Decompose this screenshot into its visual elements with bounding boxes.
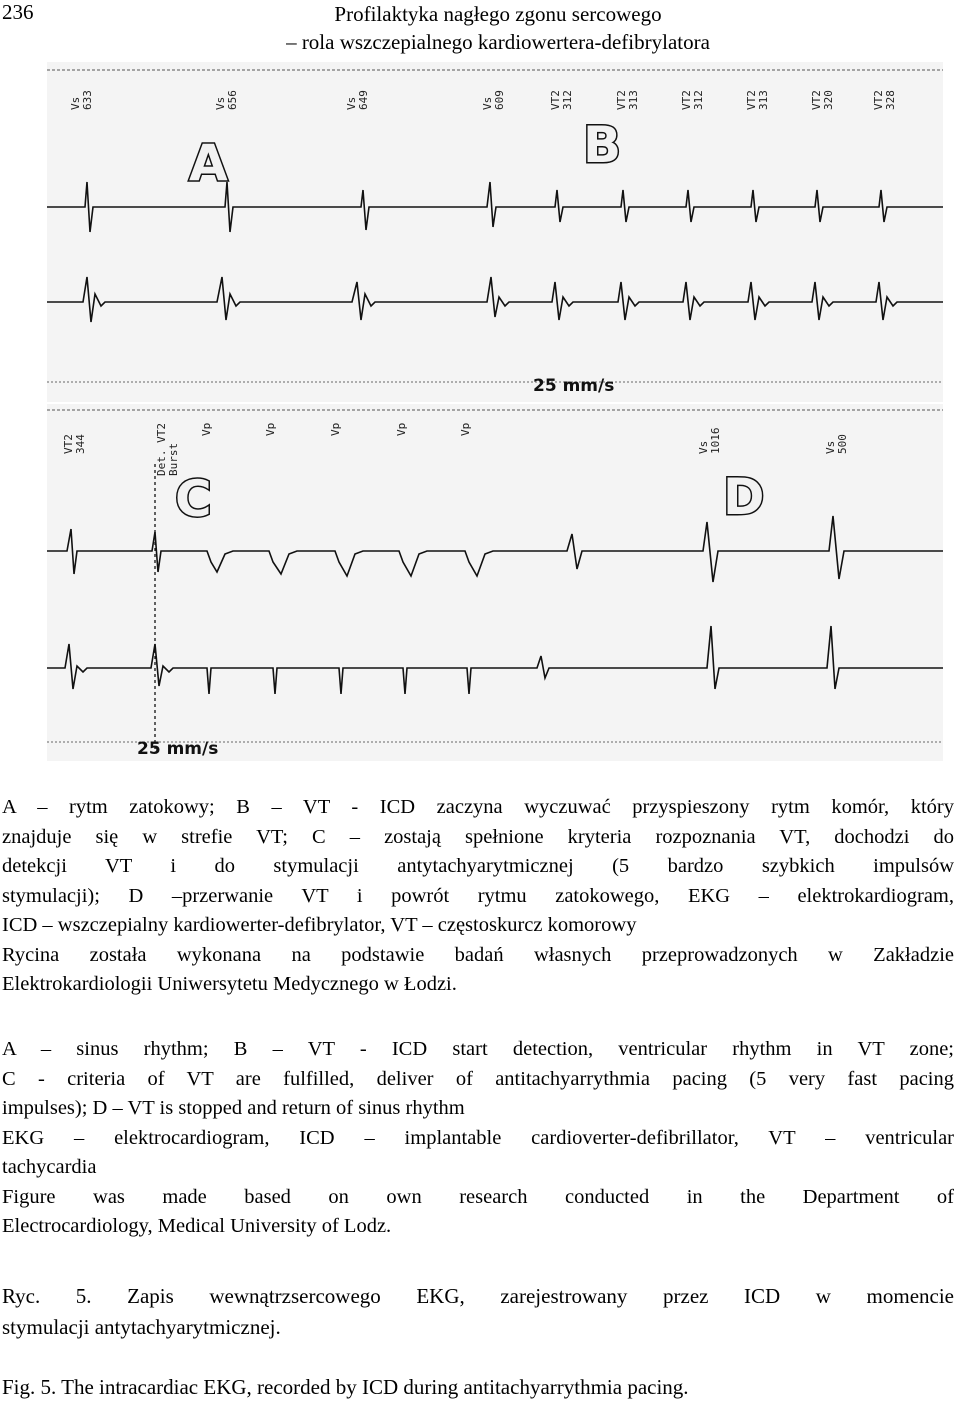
caption-pl-line: detekcji VT i do stymulacji antytachyarytmicznej (5 bardzo szybkich impulsów bbox=[2, 855, 954, 877]
speed-label: 25 mm/s bbox=[533, 376, 615, 396]
marker-type: Vs bbox=[481, 96, 494, 110]
marker-type: Vp bbox=[459, 422, 472, 436]
figure-caption-pl-line: stymulacji antytachyarytmicznej. bbox=[2, 1315, 281, 1339]
marker-vt2-2 bbox=[615, 90, 640, 110]
marker-vs-500 bbox=[824, 434, 849, 454]
segment-label-d: D bbox=[723, 468, 767, 526]
marker-value: 313 bbox=[627, 90, 640, 110]
figure-caption-english: Fig. 5. The intracardiac EKG, recorded by ICD during antitachyarrythmia pacing. bbox=[2, 1375, 689, 1399]
marker-type: VT2 bbox=[810, 90, 823, 110]
marker-value: 312 bbox=[692, 90, 705, 110]
marker-value: 1016 bbox=[709, 427, 722, 454]
marker-value: 500 bbox=[836, 434, 849, 454]
marker-value: 656 bbox=[226, 90, 239, 110]
caption-en-line: Figure was made based on own research conducted in the Department of bbox=[2, 1185, 954, 1208]
ekg-figure-cd bbox=[47, 404, 943, 761]
marker-vs-2 bbox=[214, 90, 239, 110]
caption-en-line: A – sinus rhythm; B – VT - ICD start detection, ventricular rhythm in VT zone; bbox=[2, 1038, 954, 1060]
marker-type: Vs bbox=[69, 96, 82, 110]
ekg-panel-ab bbox=[47, 62, 943, 402]
marker-vs-3 bbox=[345, 90, 370, 110]
marker-type: VT2 bbox=[615, 90, 628, 110]
caption-en-line: impulses); D – VT is stopped and return of sinus rhythm bbox=[2, 1097, 465, 1119]
figure-caption-polish bbox=[2, 1281, 954, 1343]
marker-value: 313 bbox=[757, 90, 770, 110]
marker-type: Vp bbox=[264, 422, 277, 436]
marker-value: 320 bbox=[822, 90, 835, 110]
marker-vp-2 bbox=[264, 423, 277, 436]
ekg-trace-1 bbox=[47, 182, 943, 232]
segment-label-a: A bbox=[189, 134, 230, 192]
marker-vt2-1 bbox=[549, 90, 574, 110]
marker-vp-1 bbox=[200, 423, 213, 436]
marker-row bbox=[47, 70, 943, 110]
marker-vt2-5 bbox=[810, 90, 835, 110]
caption-pl-line: Elektrokardiologii Uniwersytetu Medycznego w Łodzi. bbox=[2, 973, 457, 995]
caption-pl-line: ICD – wszczepialny kardiowerter-defibrylator, VT – częstoskurcz komorowy bbox=[2, 914, 637, 936]
ekg-trace-2 bbox=[47, 277, 943, 322]
marker-type: Vp bbox=[200, 422, 213, 436]
marker-type: Vs bbox=[697, 440, 710, 454]
marker-type: Vs bbox=[824, 440, 837, 454]
marker-value: 649 bbox=[357, 90, 370, 110]
marker-type: Vp bbox=[329, 422, 342, 436]
caption-en-line: Electrocardiology, Medical University of Lodz. bbox=[2, 1215, 392, 1237]
marker-detection bbox=[155, 423, 180, 476]
marker-type: Vp bbox=[395, 422, 408, 436]
marker-type: Vs bbox=[345, 96, 358, 110]
marker-value: Burst bbox=[167, 442, 180, 476]
marker-vs-1 bbox=[69, 90, 94, 110]
marker-type: VT2 bbox=[680, 90, 693, 110]
caption-english bbox=[2, 1035, 954, 1242]
marker-vt2-start bbox=[62, 434, 87, 454]
marker-vt2-3 bbox=[680, 90, 705, 110]
ekg-trace-2 bbox=[47, 626, 943, 694]
running-header bbox=[0, 0, 960, 56]
ekg-figure-ab bbox=[47, 62, 943, 402]
header-title-line1: Profilaktyka nagłego zgonu sercowego bbox=[334, 2, 662, 26]
caption-pl-line: stymulacji); D –przerwanie VT i powrót rytmu zatokowego, EKG – elektrokardiogram, bbox=[2, 884, 954, 907]
marker-vs-1016 bbox=[697, 428, 722, 455]
marker-vt2-4 bbox=[745, 90, 770, 110]
marker-vp-3 bbox=[329, 423, 342, 436]
caption-pl-line: znajduje się w strefie VT; C – zostają spełnione kryteria rozpoznania VT, dochodzi do bbox=[2, 825, 954, 848]
caption-en-line: EKG – elektrocardiogram, ICD – implantable cardioverter-defibrillator, VT – ventricular bbox=[2, 1126, 954, 1149]
ekg-panel-cd bbox=[47, 404, 943, 761]
segment-label-b: B bbox=[583, 116, 624, 174]
caption-en-line: C - criteria of VT are fulfilled, deliver of antitachyarrythmia pacing (5 very fast pacing bbox=[2, 1067, 954, 1090]
marker-type: VT2 bbox=[745, 90, 758, 110]
segment-label-c: C bbox=[175, 470, 214, 528]
marker-type: VT2 bbox=[62, 434, 75, 454]
header-title-line2: – rola wszczepialnego kardiowertera-defibrylatora bbox=[286, 30, 710, 54]
caption-pl-line: A – rytm zatokowy; B – VT - ICD zaczyna wyczuwać przyspieszony rytm komór, który bbox=[2, 796, 954, 818]
figure-caption-pl-line: Ryc. 5. Zapis wewnątrzsercowego EKG, zarejestrowany przez ICD w momencie bbox=[2, 1284, 954, 1308]
marker-vp-4 bbox=[395, 423, 408, 436]
speed-label: 25 mm/s bbox=[137, 739, 219, 759]
marker-type: VT2 bbox=[872, 90, 885, 110]
marker-type: VT2 bbox=[549, 90, 562, 110]
marker-vt2-6 bbox=[872, 90, 897, 110]
caption-en-line: tachycardia bbox=[2, 1156, 97, 1178]
marker-vs-4 bbox=[481, 90, 506, 110]
marker-type: Vs bbox=[214, 96, 227, 110]
caption-polish bbox=[2, 793, 954, 1000]
marker-value: 344 bbox=[74, 434, 87, 454]
marker-vp-5 bbox=[459, 423, 472, 436]
page-number: 236 bbox=[2, 0, 34, 24]
marker-value: 328 bbox=[884, 90, 897, 110]
marker-type: Det. VT2 bbox=[155, 423, 168, 476]
marker-value: 312 bbox=[561, 90, 574, 110]
caption-pl-line: Rycina została wykonana na podstawie badań własnych przeprowadzonych w Zakładzie bbox=[2, 943, 954, 966]
marker-value: 633 bbox=[81, 90, 94, 110]
marker-value: 609 bbox=[493, 90, 506, 110]
